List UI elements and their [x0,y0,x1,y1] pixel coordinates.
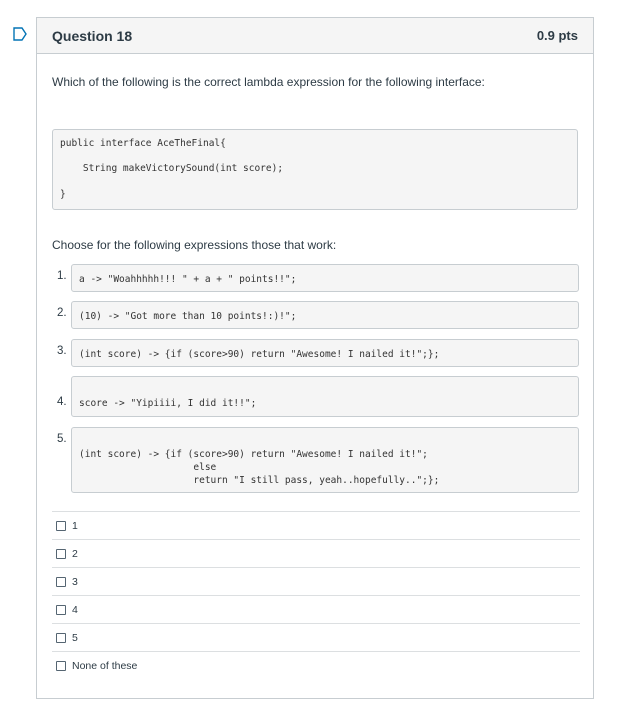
question-subprompt: Choose for the following expressions those that work: [52,238,337,252]
option-number: 3. [57,345,67,357]
option-number: 1. [57,270,67,282]
option-code [71,301,579,329]
answer-choice-4[interactable] [52,595,580,623]
answer-choice-none[interactable] [52,651,580,679]
option-number: 4. [57,396,67,408]
answer-label: 3 [72,575,78,588]
code-line: score -> "Yipiiii, I did it!!"; [79,398,257,409]
checkbox-icon[interactable] [56,577,66,587]
interface-code-block [52,129,578,210]
code-line: return "I still pass, yeah..hopefully..";}; [79,475,440,486]
code-line: String makeVictorySound(int score); [60,163,284,174]
code-line: else [79,462,217,473]
code-line: } [60,189,66,200]
question-points: 0.9 pts [536,28,578,43]
answer-choice-5[interactable] [52,623,580,651]
question-title: Question 18 [52,27,133,44]
option-code [71,339,579,367]
option-number: 5. [57,433,67,445]
answer-label: 5 [72,631,78,644]
answer-choice-3[interactable] [52,567,580,595]
answer-label: 4 [72,603,78,616]
checkbox-icon[interactable] [56,521,66,531]
option-code [71,427,579,493]
question-card [36,17,594,699]
answer-label: None of these [72,659,138,672]
option-code [71,376,579,417]
checkbox-icon[interactable] [56,605,66,615]
option-number: 2. [57,307,67,319]
answer-label: 2 [72,547,78,560]
code-line: (int score) -> {if (score>90) return "Awesome! I nailed it!";}; [79,349,440,360]
question-prompt: Which of the following is the correct lambda expression for the following interface: [52,75,485,89]
code-line: (int score) -> {if (score>90) return "Awesome! I nailed it!"; [79,449,428,460]
checkbox-icon[interactable] [56,661,66,671]
answer-choice-1[interactable] [52,511,580,539]
question-body [37,75,593,252]
question-header [37,18,593,54]
checkbox-icon[interactable] [56,633,66,643]
bookmark-flag-icon[interactable] [12,27,28,41]
answer-choice-2[interactable] [52,539,580,567]
code-line: (10) -> "Got more than 10 points!:)!"; [79,311,297,322]
answer-label: 1 [72,519,78,532]
checkbox-icon[interactable] [56,549,66,559]
code-line: a -> "Woahhhhh!!! " + a + " points!!"; [79,274,297,285]
option-code [71,264,579,292]
answer-choices [52,511,580,679]
code-line: public interface AceTheFinal{ [60,138,226,149]
